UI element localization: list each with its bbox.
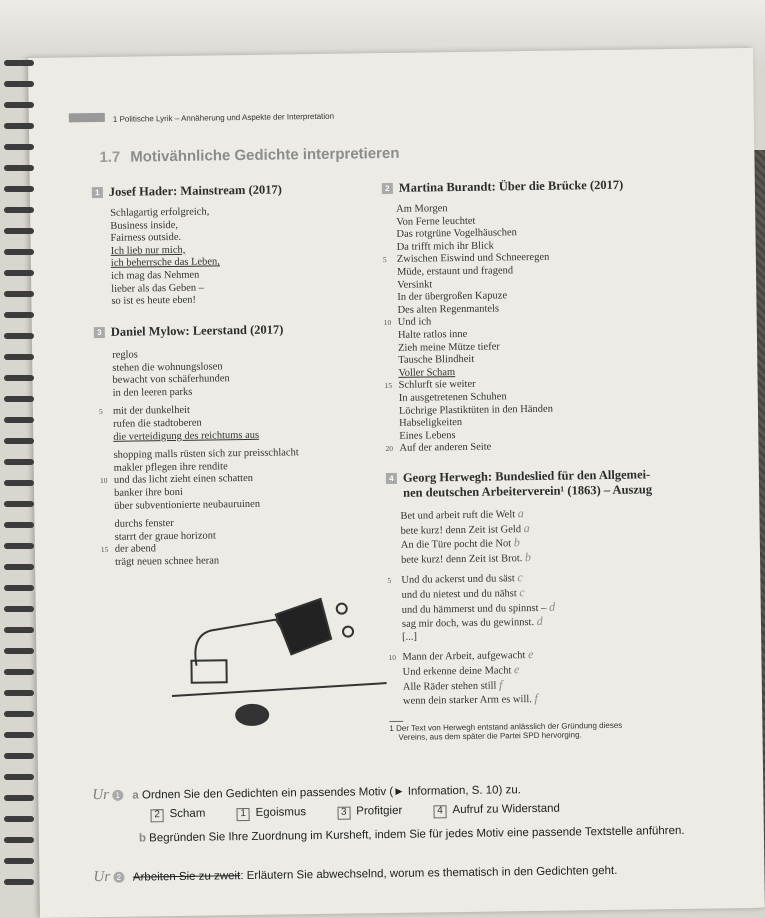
spiral-ring (4, 396, 34, 402)
line-number: 20 (385, 444, 394, 454)
task-2 (93, 862, 617, 886)
poem-2-line: Versinkt (397, 278, 433, 291)
spiral-ring (4, 753, 34, 759)
spiral-binding (0, 60, 40, 908)
poem-2-line: Von Ferne leuchtet (396, 215, 476, 228)
poem-2-title (382, 178, 624, 196)
poem-2-line: Am Morgen (396, 203, 448, 215)
rhyme-mark: d (548, 599, 556, 614)
poem-4-line: bete kurz! denn Zeit ist Geld (400, 523, 522, 537)
poem-3-badge: 3 (94, 327, 105, 338)
poem-3-line: rufen die stadtoberen (113, 417, 202, 430)
poem-1-title-text: Josef Hader: Mainstream (2017) (108, 182, 282, 199)
spiral-ring (4, 564, 34, 570)
poem-2-line: Des alten Regenmantels (397, 303, 500, 316)
spiral-ring (4, 144, 34, 150)
poem-1-line: ich beherrsche das Leben, (110, 256, 220, 270)
poem-2-badge: 2 (382, 183, 393, 194)
poem-3-line: und das licht zieht einen schatten (113, 473, 254, 487)
poem-2-line: Zieh meine Mütze tiefer (398, 340, 500, 354)
spiral-ring (4, 333, 34, 339)
poem-3-line: trägt neuen schnee heran (114, 555, 220, 568)
poem-4-title-line: nen deutschen Arbeiterverein¹ (1863) – Auszug (403, 482, 653, 500)
section-number: 1.7 (99, 148, 121, 167)
poem-4-line: Und erkenne deine Macht (402, 665, 512, 678)
poem-1 (92, 182, 284, 308)
motif-label: Scham (169, 807, 206, 821)
line-number: 15 (384, 381, 393, 391)
chapter-header (69, 110, 334, 125)
poem-3-line: mit der dunkelheit (112, 405, 191, 418)
table-line (172, 683, 387, 696)
spiral-ring (4, 711, 34, 717)
poem-4-title-line: Georg Herwegh: Bundeslied für den Allgemei- (402, 467, 651, 485)
spiral-ring (4, 732, 34, 738)
poem-4-title (386, 467, 652, 501)
poem-4-line: und du nietest und du nähst (401, 588, 517, 601)
section-title: Motivähnliche Gedichte interpretieren (130, 144, 400, 166)
poem-2-line: Da trifft mich ihr Blick (396, 240, 494, 253)
poem-4-line: [...] (402, 631, 418, 643)
rhyme-mark: f (498, 676, 503, 692)
rhyme-mark: e (527, 647, 534, 662)
pencil-annotation: Ur (92, 786, 110, 804)
rhyme-mark: b (524, 549, 532, 564)
poem-3-line: banker ihre boni (114, 486, 183, 499)
spiral-ring (4, 606, 34, 612)
poem-2-line: Auf der anderen Seite (399, 441, 492, 455)
pencil-annotation: Ur (93, 868, 111, 886)
poem-3-line: bewacht von schäferhunden (112, 373, 230, 387)
motif-label: Aufruf zu Widerstand (452, 802, 560, 817)
poem-3-line: starrt der graue horizont (114, 530, 216, 543)
motif-number-box: 1 (236, 808, 249, 821)
spiral-ring (4, 186, 34, 192)
publisher-logo (69, 113, 105, 123)
task-letter: a (132, 789, 139, 802)
poem-3-line: über subventionierte neubauruinen (114, 498, 261, 512)
poem-2 (382, 178, 627, 456)
poem-3-line: durchs fenster (114, 518, 174, 530)
spiral-ring (4, 648, 34, 654)
poem-1-badge: 1 (92, 187, 103, 198)
coin-icon (343, 627, 353, 637)
spiral-ring (4, 60, 34, 66)
poem-3-line: in den leeren parks (112, 386, 193, 399)
spiral-ring (4, 627, 34, 633)
poem-3-line: makler pflegen ihre rendite (113, 461, 228, 474)
rhyme-mark: f (534, 691, 538, 706)
spiral-ring (4, 312, 34, 318)
poem-2-title-text: Martina Burandt: Über die Brücke (2017) (398, 177, 624, 195)
motif-number-box: 3 (337, 807, 350, 820)
chapter-title: 1 Politische Lyrik – Annäherung und Aspekte der Interpretation (112, 111, 335, 124)
rhyme-mark: b (513, 535, 520, 550)
spiral-ring (4, 438, 34, 444)
motif-list (150, 803, 559, 823)
task-letter: b (138, 832, 147, 845)
spiral-ring (4, 669, 34, 675)
poem-4-line: sag mir doch, was du gewinnst. (401, 617, 535, 630)
poem-4 (386, 467, 656, 741)
spiral-ring (4, 270, 34, 276)
spiral-ring (4, 774, 34, 780)
poem-4-line: Und du ackerst und du säst (401, 573, 515, 587)
rhyme-mark: c (517, 570, 523, 585)
spiral-ring (4, 795, 34, 801)
poem-2-line: Zwischen Eiswind und Schneeregen (396, 252, 550, 266)
poem-1-line: so ist es heute eben! (111, 294, 197, 308)
spiral-ring (4, 585, 34, 591)
poem-2-line: Habseligkeiten (399, 417, 463, 429)
rhyme-mark: a (523, 520, 530, 535)
coin-stack (236, 705, 268, 725)
poem-4-line: An die Türe pocht die Not (400, 538, 512, 552)
poem-3-title-text: Daniel Mylow: Leerstand (2017) (110, 322, 284, 339)
poem-1-line: Fairness outside. (110, 232, 182, 245)
spiral-ring (4, 480, 34, 486)
poem-3-line: shopping malls rüsten sich zur preisschlacht (113, 447, 299, 461)
illustration-hand-with-coins (155, 583, 387, 756)
poem-2-line: Löchrige Plastiktüten in den Händen (398, 403, 553, 417)
poem-2-line: Voller Scham (398, 366, 456, 379)
poem-2-line: Eines Lebens (399, 429, 456, 442)
poem-1-line: Schlagartig erfolgreich, (110, 206, 210, 219)
line-number: 10 (99, 476, 108, 486)
line-number: 10 (383, 318, 392, 328)
spiral-ring (4, 459, 34, 465)
poem-1-line: Business inside, (110, 219, 179, 232)
hand-outline (195, 619, 292, 665)
task-1a-text: Ordnen Sie den Gedichten ein passendes Motiv (► Information, S. 10) zu. (141, 784, 521, 802)
rhyme-mark: a (517, 506, 524, 521)
spiral-ring (4, 102, 34, 108)
task-1-badge: 1 (112, 790, 123, 801)
task-1b (139, 825, 685, 845)
poem-2-line: Schlurft sie weiter (398, 379, 476, 392)
line-number: 10 (388, 653, 396, 663)
section-heading (99, 145, 399, 166)
poem-2-line: In ausgetretenen Schuhen (398, 391, 507, 404)
cuff (276, 599, 332, 655)
spiral-ring (4, 207, 34, 213)
poem-2-line: In der übergroßen Kapuze (397, 290, 508, 304)
poem-1-line: lieber als das Geben – (111, 282, 205, 295)
line-number: 5 (382, 255, 387, 265)
footnote: Vereins, aus dem später die Partei SPD hervorging. (398, 730, 582, 742)
poem-1-title (92, 182, 282, 200)
motif-number-box: 2 (151, 809, 164, 822)
motif-number-box: 4 (433, 805, 446, 818)
poem-2-line: Halte ratlos inne (397, 328, 468, 341)
spiral-ring (4, 501, 34, 507)
spiral-ring (4, 879, 34, 885)
spiral-ring (4, 123, 34, 129)
poem-3-line: stehen die wohnungslosen (112, 360, 223, 374)
spiral-ring (4, 228, 34, 234)
task-2-text: : Erläutern Sie abwechselnd, worum es thematisch in den Gedichten geht. (240, 864, 618, 883)
rhyme-mark: c (519, 585, 525, 600)
poem-3-line: der abend (114, 543, 157, 556)
poem-4-line: wenn dein starker Arm es will. (402, 694, 532, 707)
spiral-ring (4, 375, 34, 381)
poem-3-line: reglos (112, 349, 138, 361)
poem-4-line: Bet und arbeit ruft die Welt (400, 509, 516, 522)
spiral-ring (4, 690, 34, 696)
line-number: 5 (98, 407, 103, 417)
poem-2-line: Müde, erstaunt und fragend (396, 265, 514, 278)
poem-4-badge: 4 (386, 473, 397, 484)
textbook-page (28, 48, 765, 918)
motif-label: Egoismus (255, 806, 307, 819)
spiral-ring (4, 81, 34, 87)
rhyme-mark: e (513, 662, 520, 677)
spiral-ring (4, 291, 34, 297)
poem-4-line: und du hämmerst und du spinnst – (401, 602, 547, 616)
poem-3 (94, 322, 301, 569)
rhyme-mark: d (536, 614, 543, 629)
poem-4-line: bete kurz! denn Zeit ist Brot. (400, 552, 523, 566)
spiral-ring (4, 165, 34, 171)
task-1a (92, 781, 521, 804)
poem-1-line: ich mag das Nehmen (110, 269, 200, 282)
footnote: 1 Der Text von Herwegh entstand anlässlich der Gründung dieses (389, 720, 623, 733)
line-number: 15 (100, 545, 109, 555)
line-number: 5 (387, 576, 392, 586)
poem-4-line: Mann der Arbeit, aufgewacht (402, 650, 526, 664)
poem-2-line: Das rotgrüne Vogelhäuschen (396, 227, 517, 241)
poem-1-line: Ich lieb nur mich, (110, 244, 186, 257)
spiral-ring (4, 417, 34, 423)
task-1b-text: Begründen Sie Ihre Zuordnung im Kursheft, indem Sie für jedes Motiv eine passende Textstelle anführen. (149, 824, 685, 845)
motif-label: Profitgier (356, 804, 403, 818)
spiral-ring (4, 837, 34, 843)
spiral-ring (4, 354, 34, 360)
poem-2-line: Und ich (397, 316, 432, 329)
poem-4-line: Alle Räder stehen still (402, 680, 497, 693)
spiral-ring (4, 522, 34, 528)
task-2-badge: 2 (113, 872, 124, 883)
coin-icon (337, 604, 347, 614)
spiral-ring (4, 816, 34, 822)
poem-3-title (94, 322, 297, 340)
struck-text: Arbeiten Sie zu zweit (132, 870, 241, 884)
spiral-ring (4, 249, 34, 255)
spiral-ring (4, 858, 34, 864)
poem-2-line: Tausche Blindheit (398, 353, 475, 366)
poem-3-line: die verteidigung des reichtums aus (113, 429, 260, 443)
spiral-ring (4, 543, 34, 549)
